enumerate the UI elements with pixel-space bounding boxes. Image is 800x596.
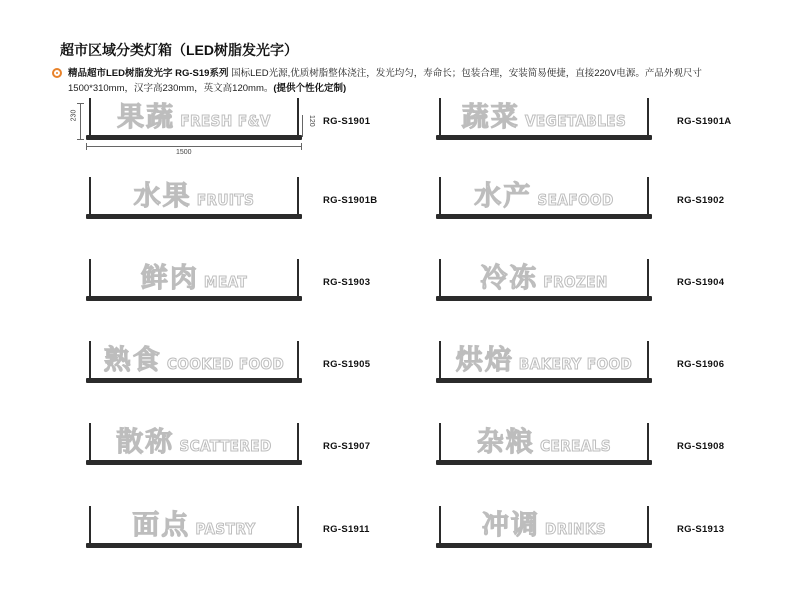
sign-chinese-text: 熟食 (103, 345, 162, 376)
sign-chinese-text: 鲜肉 (140, 263, 199, 294)
sign-english-text: COOKED FOOD (161, 355, 285, 373)
sign-chinese-text: 烘焙 (455, 345, 514, 376)
sign-model-code: RG-S1904 (677, 277, 725, 288)
sign-lettering (436, 174, 652, 213)
sign-lettering (86, 338, 302, 377)
sign-chinese-text: 蔬菜 (461, 102, 520, 133)
dim-width-tick-right (301, 143, 302, 150)
product-description (68, 66, 758, 96)
sign-box (86, 259, 302, 301)
sign-chinese-text: 果蔬 (117, 102, 176, 133)
sign-english-text: FROZEN (538, 273, 608, 291)
sign-base-bar (436, 460, 652, 465)
bullet-icon (52, 68, 62, 78)
sign-english-text: MEAT (198, 273, 248, 291)
sign-lettering (86, 420, 302, 459)
sign-model-code: RG-S1905 (323, 359, 371, 370)
sign-model-code: RG-S1901B (323, 195, 378, 206)
sign-lettering (436, 338, 652, 377)
dim-width-line (86, 146, 302, 147)
sign-model-code: RG-S1911 (323, 524, 370, 535)
sign-base-bar (86, 460, 302, 465)
sign-box (86, 98, 302, 140)
sign-base-bar (436, 296, 652, 301)
sign-english-text: BAKERY FOOD (513, 355, 633, 373)
sign-model-code: RG-S1907 (323, 441, 371, 452)
sign-box (436, 98, 652, 140)
page-title: 超市区域分类灯箱（LED树脂发光字） (60, 42, 298, 58)
dim-en-line (302, 115, 303, 137)
sign-base-bar (86, 214, 302, 219)
dim-height-label: 230 (70, 109, 78, 122)
sign-chinese-text: 水果 (133, 181, 192, 212)
sign-base-bar (86, 378, 302, 383)
sign-box (436, 506, 652, 548)
sign-box (436, 177, 652, 219)
sign-box (86, 423, 302, 465)
sign-base-bar (86, 543, 302, 548)
dim-width-label: 1500 (176, 149, 192, 156)
sign-lettering (86, 503, 302, 542)
sign-lettering (86, 174, 302, 213)
sign-chinese-text: 面点 (132, 510, 191, 541)
sign-english-text: DRINKS (539, 520, 607, 538)
sign-chinese-text: 散称 (116, 427, 175, 458)
sign-model-code: RG-S1913 (677, 524, 725, 535)
sign-base-bar (86, 135, 302, 140)
sign-english-text: VEGETABLES (519, 112, 627, 130)
desc-custom: (提供个性化定制) (273, 83, 347, 94)
sign-english-text: PASTRY (190, 520, 256, 538)
dim-width-tick-left (86, 143, 87, 150)
sign-lettering (86, 95, 302, 134)
sign-english-text: FRESH F&V (175, 112, 271, 130)
desc-series: 精品超市LED树脂发光字 RG-S19系列 (68, 68, 229, 79)
sign-box (436, 259, 652, 301)
sign-base-bar (436, 378, 652, 383)
sign-chinese-text: 冲调 (481, 510, 540, 541)
sign-chinese-text: 水产 (474, 181, 533, 212)
sign-model-code: RG-S1901 (323, 116, 371, 127)
sign-model-code: RG-S1902 (677, 195, 725, 206)
sign-chinese-text: 杂粮 (476, 427, 535, 458)
sign-model-code: RG-S1903 (323, 277, 371, 288)
sign-lettering (436, 420, 652, 459)
sign-model-code: RG-S1906 (677, 359, 725, 370)
dim-height-tick-top (77, 103, 84, 104)
sign-model-code: RG-S1908 (677, 441, 725, 452)
dim-height-line (80, 103, 81, 139)
dim-en-label: 120 (308, 115, 315, 127)
sign-english-text: SCATTERED (174, 437, 272, 455)
sign-lettering (436, 256, 652, 295)
sign-base-bar (436, 214, 652, 219)
sign-base-bar (436, 135, 652, 140)
dim-height-tick-bottom (77, 139, 84, 140)
sign-english-text: CEREALS (534, 437, 612, 455)
sign-english-text: FRUITS (191, 191, 255, 209)
sign-box (436, 423, 652, 465)
sign-model-code: RG-S1901A (677, 116, 732, 127)
sign-lettering (436, 95, 652, 134)
sign-base-bar (436, 543, 652, 548)
sign-english-text: SEAFOOD (532, 191, 614, 209)
sign-box (86, 506, 302, 548)
sign-lettering (436, 503, 652, 542)
sign-box (86, 177, 302, 219)
sign-base-bar (86, 296, 302, 301)
sign-box (86, 341, 302, 383)
sign-lettering (86, 256, 302, 295)
sign-chinese-text: 冷冻 (480, 263, 539, 294)
sign-box (436, 341, 652, 383)
desc-body: 国标LED光源,优质树脂整体浇注，发光均匀，寿命长；包装合理，安装简易便捷，直接220V电源。产品外观尺寸1500*310mm，汉字高230mm，英文高120mm。 (68, 68, 702, 94)
